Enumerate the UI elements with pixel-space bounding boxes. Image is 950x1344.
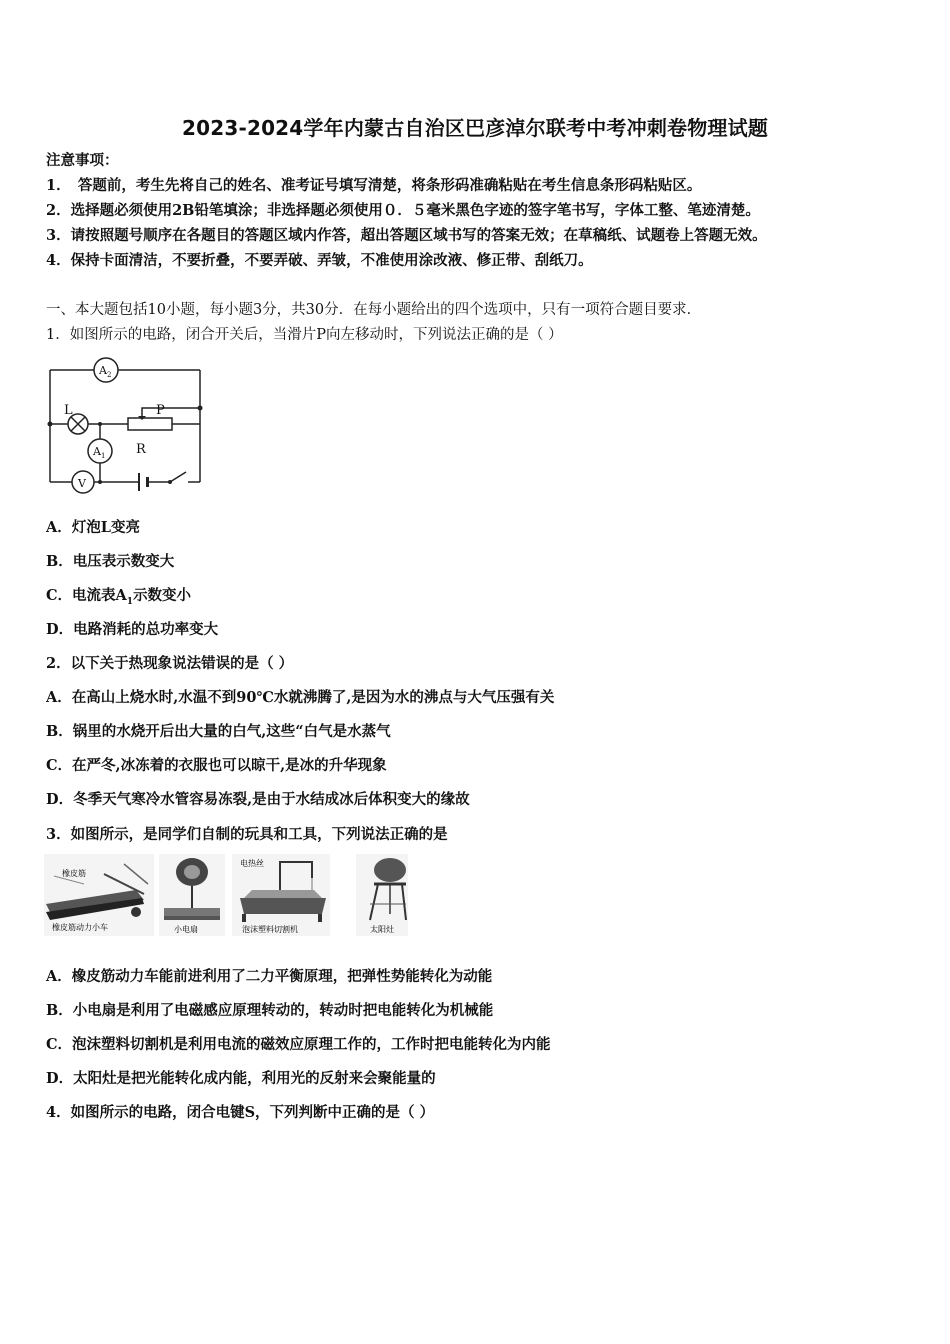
label-fan: 小电扇 [174, 925, 198, 934]
label-cutter: 泡沫塑料切割机 [242, 925, 298, 934]
q1-option-b: B．电压表示数变大 [46, 553, 175, 570]
q3-figure [44, 854, 414, 936]
junction-right [198, 406, 203, 411]
section-1-heading: 一、本大题包括10小题，每小题3分，共30分．在每小题给出的四个选项中，只有一项符合题目要求． [46, 302, 702, 318]
label-a1: $A_1$ [93, 445, 106, 460]
label-car: 橡皮筋动力小车 [52, 923, 108, 932]
label-rubber-band: 橡皮筋 [62, 869, 86, 878]
q1-stem: 1．如图所示的电路，闭合开关后，当滑片P向左移动时，下列说法正确的是（ ） [46, 327, 563, 343]
label-a2: $A_2$ [99, 364, 112, 379]
q1-option-a: A．灯泡L变亮 [46, 519, 140, 536]
label-l: L [64, 403, 73, 418]
rheostat-slider [142, 408, 200, 416]
notice-item-3: 3．请按照题号顺序在各题目的答题区域内作答，超出答题区域书写的答案无效；在草稿纸、试题卷上答题无效。 [46, 227, 767, 244]
q2-stem: 2．以下关于热现象说法错误的是（ ） [46, 655, 294, 672]
solar-stove-photo [356, 854, 408, 936]
q3-option-a: A．橡皮筋动力车能前进利用了二力平衡原理，把弹性势能转化为动能 [46, 968, 493, 985]
rubber-band-car-photo [44, 854, 154, 936]
junction-bottom [98, 480, 102, 484]
q3-stem: 3．如图所示，是同学们自制的玩具和工具，下列说法正确的是 [46, 826, 448, 843]
q2-option-d: D．冬季天气寒冷水管容易冻裂,是由于水结成冰后体积变大的缘故 [46, 791, 470, 808]
q2-option-a: A．在高山上烧水时,水温不到90℃水就沸腾了,是因为水的沸点与大气压强有关 [46, 689, 555, 706]
q3-option-c: C．泡沫塑料切割机是利用电流的磁效应原理工作的，工作时把电能转化为内能 [46, 1036, 551, 1053]
notice-heading: 注意事项： [46, 152, 119, 169]
label-v: V [78, 477, 86, 490]
q1-option-c: C．电流表$A_1$示数变小 [46, 587, 192, 607]
q3-option-d: D．太阳灶是把光能转化成内能，利用光的反射来会聚能量的 [46, 1070, 436, 1087]
notice-item-4: 4．保持卡面清洁，不要折叠，不要弄破、弄皱，不准使用涂改液、修正带、刮纸刀。 [46, 252, 593, 269]
label-r: R [136, 442, 146, 457]
label-stove: 太阳灶 [370, 925, 394, 934]
notice-item-1: 1． 答题前，考生先将自己的姓名、准考证号填写清楚，将条形码准确粘贴在考生信息条形码粘贴区。 [46, 177, 702, 194]
foam-cutter-photo [232, 854, 330, 936]
rheostat-body [128, 418, 172, 430]
q1-option-d: D．电路消耗的总功率变大 [46, 621, 219, 638]
junction-left [48, 422, 53, 427]
q4-stem: 4．如图所示的电路，闭合电键S，下列判断中正确的是（ ） [46, 1104, 435, 1121]
notice-item-2: 2．选择题必须使用2B铅笔填涂；非选择题必须使用０．５毫米黑色字迹的签字笔书写，字体工整、笔迹清楚。 [46, 202, 760, 219]
label-p: P [156, 403, 165, 418]
switch-blade [170, 472, 186, 482]
q3-option-b: B．小电扇是利用了电磁感应原理转动的，转动时把电能转化为机械能 [46, 1002, 494, 1019]
q1-circuit-diagram [40, 352, 215, 497]
junction-a1 [98, 422, 102, 426]
exam-title: 2023-2024学年内蒙古自治区巴彦淖尔联考中考冲刺卷物理试题 [181, 116, 769, 140]
battery-short-plate [146, 477, 149, 487]
q2-option-c: C．在严冬,冰冻着的衣服也可以晾干,是冰的升华现象 [46, 757, 387, 774]
q2-option-b: B．锅里的水烧开后出大量的白气,这些“白气是水蒸气 [46, 723, 391, 740]
battery-long-plate [138, 473, 140, 491]
switch-pivot [168, 480, 172, 484]
small-fan-photo [159, 854, 225, 936]
label-wire: 电热丝 [240, 859, 264, 868]
